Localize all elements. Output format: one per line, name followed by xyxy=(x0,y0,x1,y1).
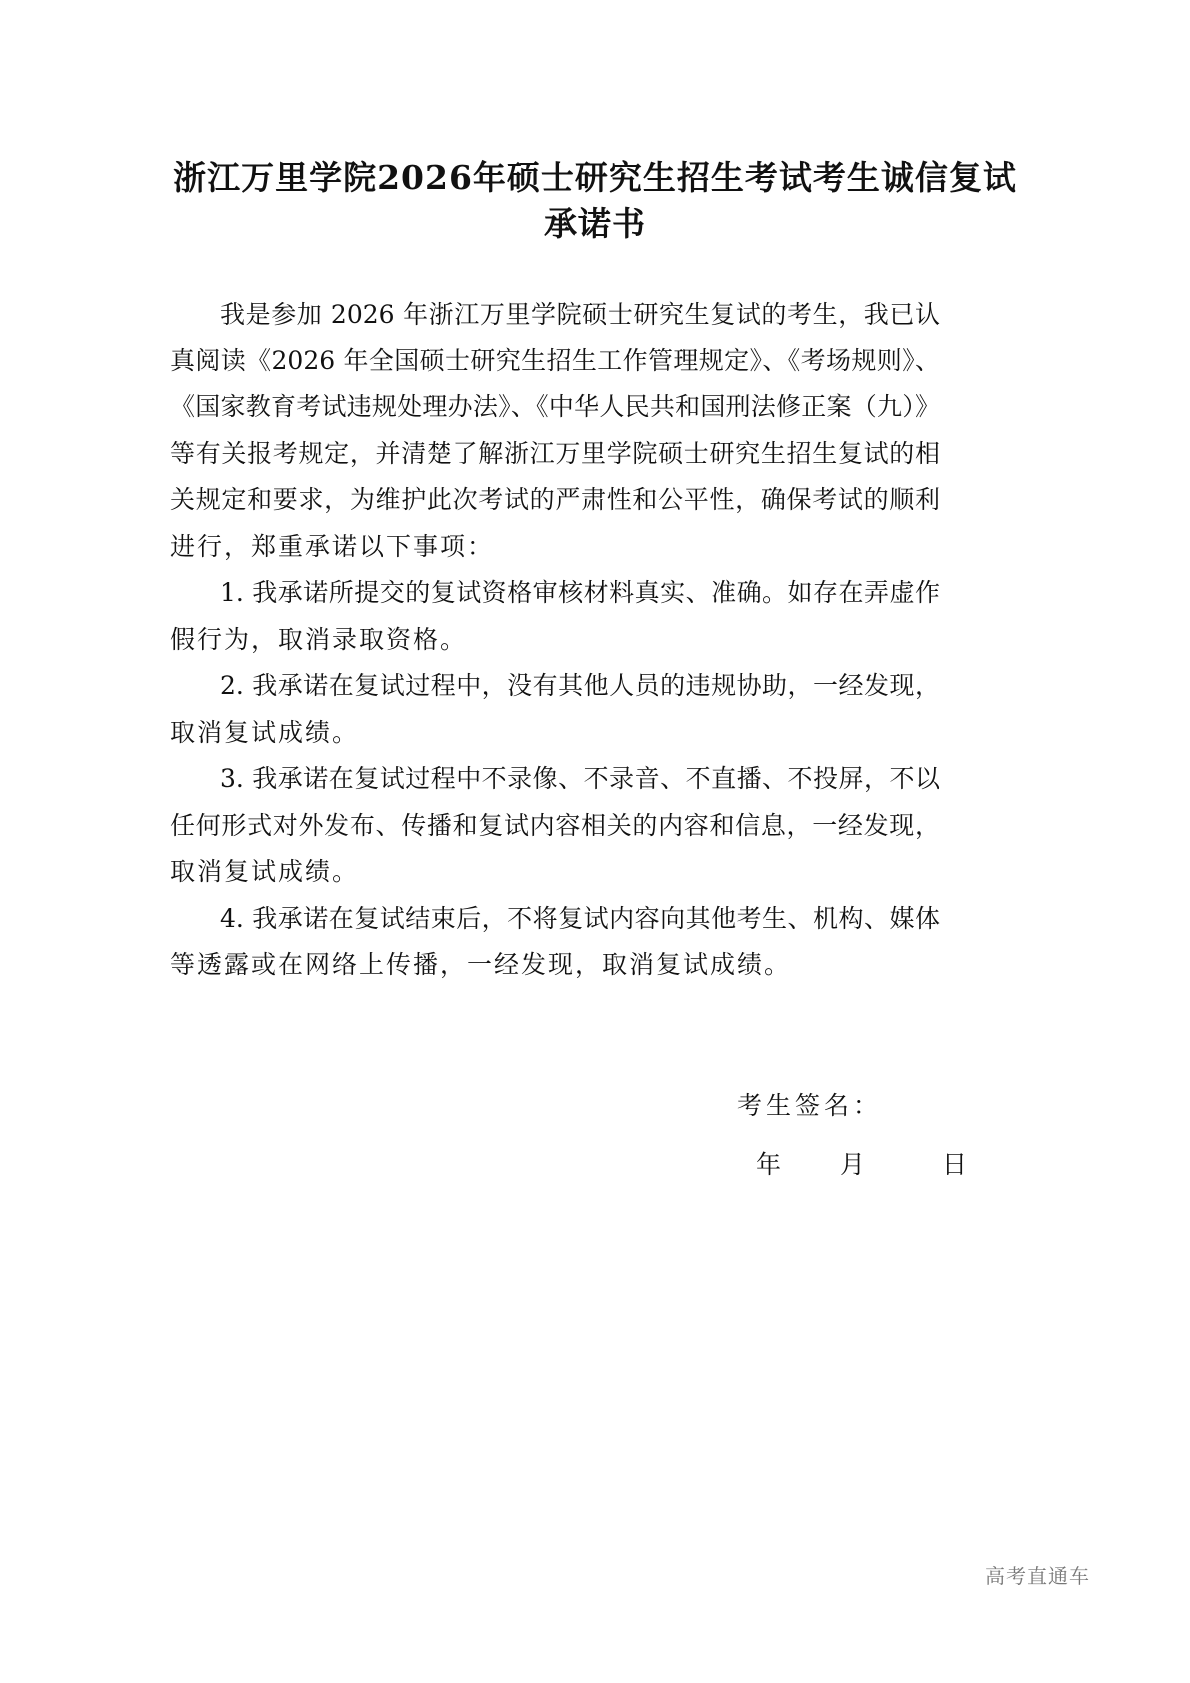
commitment-item-4: 4. 我承诺在复试结束后，不将复试内容向其他考生、机构、媒体 xyxy=(220,904,940,933)
body-line: 进行，郑重承诺以下事项： xyxy=(170,532,495,561)
document-title-line2: 承诺书 xyxy=(544,204,646,243)
commitment-item-1: 1. 我承诺所提交的复试资格审核材料真实、准确。如存在弄虚作 xyxy=(220,578,940,607)
body-line: 任何形式对外发布、传播和复试内容相关的内容和信息，一经发现， xyxy=(170,811,940,840)
commitment-item-2: 2. 我承诺在复试过程中，没有其他人员的违规协助，一经发现， xyxy=(220,671,940,700)
body-line: 《国家教育考试违规处理办法》、《中华人民共和国刑法修正案（九）》 xyxy=(170,392,940,421)
watermark: 高考直通车 xyxy=(985,1564,1090,1588)
document-title-line1: 浙江万里学院2026年硕士研究生招生考试考生诚信复试 xyxy=(173,158,1017,197)
signature-label: 考生签名： xyxy=(737,1091,883,1120)
body-line: 我是参加 2026 年浙江万里学院硕士研究生复试的考生，我已认 xyxy=(220,300,940,329)
date-day-label: 日 xyxy=(942,1150,972,1179)
body-line: 取消复试成绩。 xyxy=(170,718,360,747)
body-line: 取消复试成绩。 xyxy=(170,857,360,886)
body-line: 假行为，取消录取资格。 xyxy=(170,625,468,654)
body-line: 真阅读《2026 年全国硕士研究生招生工作管理规定》、《考场规则》、 xyxy=(170,346,940,375)
date-month-label: 月 xyxy=(840,1150,870,1179)
body-line: 关规定和要求，为维护此次考试的严肃性和公平性，确保考试的顺利 xyxy=(170,485,940,514)
date-year-label: 年 xyxy=(756,1150,786,1179)
body-line: 等透露或在网络上传播，一经发现，取消复试成绩。 xyxy=(170,950,792,979)
commitment-item-3: 3. 我承诺在复试过程中不录像、不录音、不直播、不投屏，不以 xyxy=(220,764,940,793)
body-line: 等有关报考规定，并清楚了解浙江万里学院硕士研究生招生复试的相 xyxy=(170,439,940,468)
